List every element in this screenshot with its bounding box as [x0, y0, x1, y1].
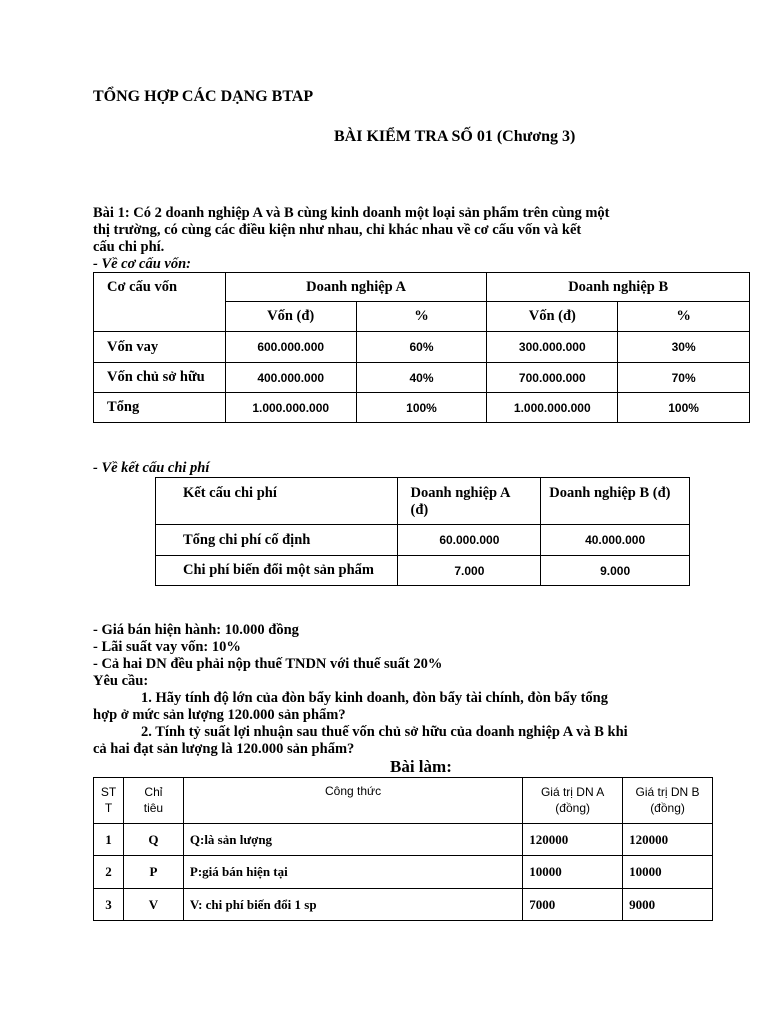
price-line: - Giá bán hiện hành: 10.000 đồng [93, 622, 299, 638]
cell-company-b: 9.000 [541, 556, 690, 586]
assumptions-block [93, 622, 693, 758]
cell-company-b: 40.000.000 [541, 525, 690, 556]
cell-percent-b: 70% [618, 363, 750, 393]
header-value-b-line2: (đồng) [650, 801, 685, 815]
cell-capital-a: 400.000.000 [225, 363, 356, 393]
tax-line: - Cả hai DN đều phải nộp thuế TNDN với thuế suất 20% [93, 656, 443, 672]
question-2-line-2: cả hai đạt sản lượng là 120.000 sản phẩm? [93, 741, 355, 757]
cell-percent-b: 100% [618, 393, 750, 423]
cell-percent-a: 40% [356, 363, 487, 393]
header-percent-a: % [356, 302, 487, 332]
header-company-a-line1: Doanh nghiệp A [410, 485, 511, 501]
table-row [94, 889, 713, 921]
header-value-a-line2: (đồng) [555, 801, 590, 815]
row-label: Chi phí biến đổi một sản phẩm [156, 556, 398, 586]
cell-value-b: 120000 [623, 824, 713, 856]
row-label: Vốn chủ sở hữu [94, 363, 226, 393]
requirements-heading: Yêu cầu: [93, 673, 149, 689]
header-percent-b: % [618, 302, 750, 332]
document-title: TỔNG HỢP CÁC DẠNG BTAP [93, 88, 314, 105]
cell-capital-b: 300.000.000 [487, 332, 618, 363]
header-company-a-line2: (đ) [410, 502, 429, 518]
solution-header-row [94, 778, 713, 824]
question-1-line-1: 1. Hãy tính độ lớn của đòn bẩy kinh doanh, đòn bẩy tài chính, đòn bẩy tổng [141, 690, 608, 706]
header-stt-line1: ST [100, 785, 117, 799]
cell-symbol: P [123, 856, 183, 889]
table-row [94, 856, 713, 889]
header-indicator-line1: Chỉ [144, 785, 163, 799]
cell-percent-b: 30% [618, 332, 750, 363]
table-row [156, 556, 690, 586]
header-company-b: Doanh nghiệp B [487, 273, 750, 302]
header-company-a: Doanh nghiệp A [225, 273, 487, 302]
section-capital-label: - Về cơ cấu vốn: [93, 256, 191, 272]
document-subtitle: BÀI KIỂM TRA SỐ 01 (Chương 3) [334, 128, 576, 145]
row-label: Vốn vay [94, 332, 226, 363]
row-label: Tổng [94, 393, 226, 423]
cell-symbol: V [123, 889, 183, 921]
cell-capital-a: 1.000.000.000 [225, 393, 356, 423]
cell-percent-a: 100% [356, 393, 487, 423]
cell-value-b: 9000 [623, 889, 713, 921]
intro-line-3: cấu chi phí. [93, 239, 165, 255]
header-cost-structure: Kết cấu chi phí [156, 478, 398, 525]
header-value-a [523, 778, 623, 824]
cell-stt: 2 [94, 856, 124, 889]
cell-company-a: 60.000.000 [398, 525, 541, 556]
cell-value-a: 10000 [523, 856, 623, 889]
header-value-b-line1: Giá trị DN B [635, 785, 700, 799]
header-formula: Công thức [183, 778, 522, 824]
header-capital-structure: Cơ cấu vốn [94, 273, 226, 332]
cell-value-a: 7000 [523, 889, 623, 921]
cell-formula: V: chi phí biến đổi 1 sp [183, 889, 522, 921]
cell-value-b: 10000 [623, 856, 713, 889]
header-value-b [623, 778, 713, 824]
section-cost-label: - Về kết cấu chi phí [93, 460, 210, 476]
row-label: Tổng chi phí cố định [156, 525, 398, 556]
intro-line-1: Bài 1: Có 2 doanh nghiệp A và B cùng kinh doanh một loại sản phẩm trên cùng một [93, 205, 610, 221]
cell-stt: 1 [94, 824, 124, 856]
cell-capital-b: 1.000.000.000 [487, 393, 618, 423]
cell-company-a: 7.000 [398, 556, 541, 586]
header-company-b: Doanh nghiệp B (đ) [541, 478, 690, 525]
header-indicator [123, 778, 183, 824]
table-row [156, 525, 690, 556]
table-row [94, 393, 750, 423]
cell-capital-b: 700.000.000 [487, 363, 618, 393]
header-stt [94, 778, 124, 824]
cell-formula: P:giá bán hiện tại [183, 856, 522, 889]
table-row [94, 363, 750, 393]
question-1-line-2: hợp ở mức sản lượng 120.000 sản phẩm? [93, 707, 346, 723]
header-indicator-line2: tiêu [143, 801, 164, 815]
capital-header-row [94, 273, 750, 302]
cell-stt: 3 [94, 889, 124, 921]
capital-structure-table [93, 272, 750, 423]
question-2-line-1: 2. Tính tỷ suất lợi nhuận sau thuế vốn chủ sở hữu của doanh nghiệp A và B khi [141, 724, 628, 740]
intro-line-2: thị trường, có cùng các điều kiện như nhau, chỉ khác nhau về cơ cấu vốn và kết [93, 222, 582, 238]
cost-structure-table [155, 477, 690, 586]
header-value-a-line1: Giá trị DN A [540, 785, 605, 799]
table-row [94, 332, 750, 363]
solution-table [93, 777, 713, 921]
header-capital-b: Vốn (đ) [487, 302, 618, 332]
cell-formula: Q:là sản lượng [183, 824, 522, 856]
cell-symbol: Q [123, 824, 183, 856]
table-row [94, 824, 713, 856]
cell-value-a: 120000 [523, 824, 623, 856]
header-company-a [398, 478, 541, 525]
cell-percent-a: 60% [356, 332, 487, 363]
solution-title: Bài làm: [390, 757, 452, 776]
cost-header-row [156, 478, 690, 525]
cell-capital-a: 600.000.000 [225, 332, 356, 363]
interest-line: - Lãi suất vay vốn: 10% [93, 639, 241, 655]
header-stt-line2: T [104, 801, 113, 815]
intro-paragraph [93, 205, 673, 256]
header-capital-a: Vốn (đ) [225, 302, 356, 332]
